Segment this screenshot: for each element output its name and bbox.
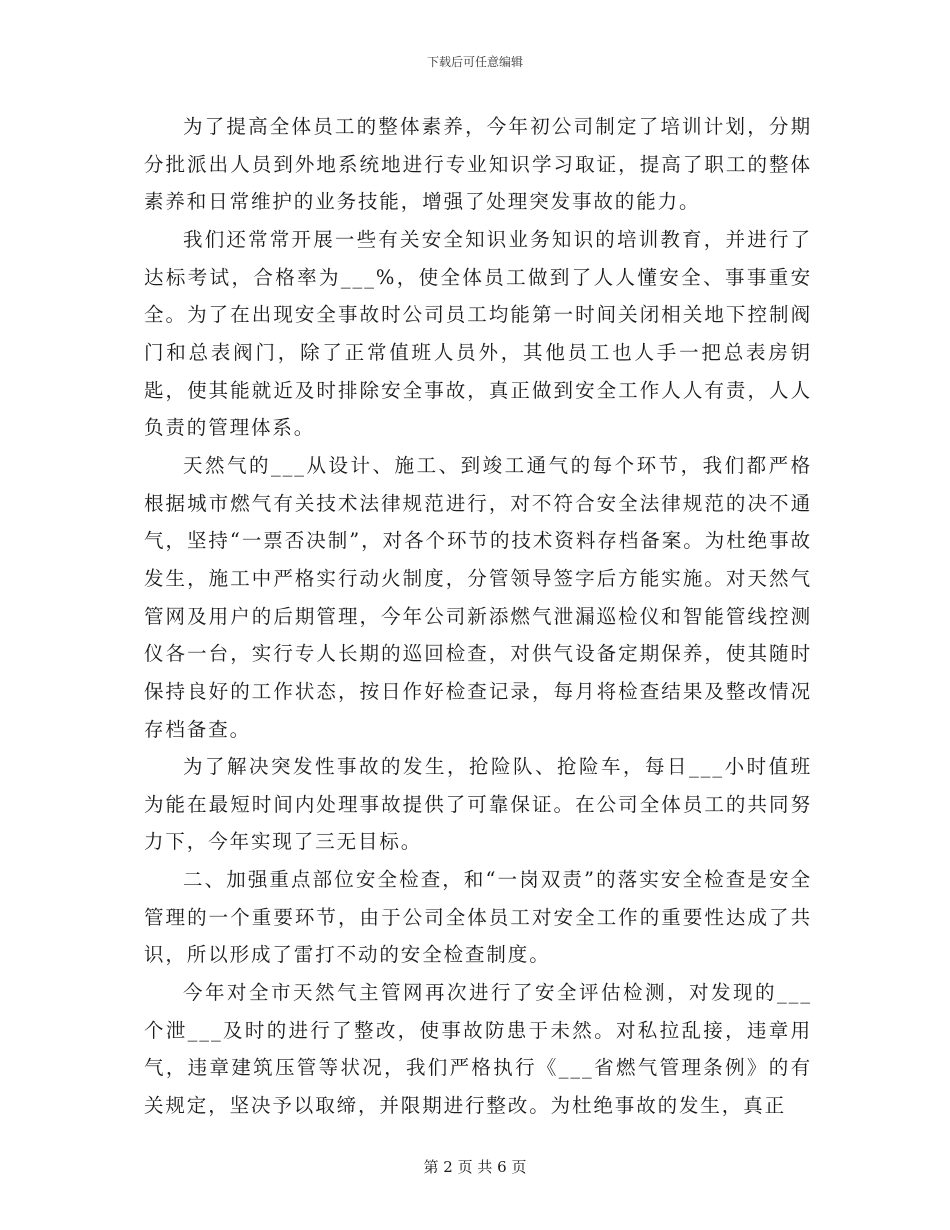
paragraph-gas-construction: 天然气的___从设计、施工、到竣工通气的每个环节，我们都严格根据城市燃气有关技术法律规范进行，对不符合安全法律规范的决不通气，坚持“一票否决制”，对各个环节的技术资料存档备案。为杜绝事故发生，施工中严格实行动火制度，分管领导签字后方能实施。对天然气管网及用户的后期管理，今年公司新添燃气泄漏巡检仪和智能管线控测仪各一台，实行专人长期的巡回检查，对供气设备定期保养，使其随时保持良好的工作状态，按日作好检查记录，每月将检查结果及整改情况存档备查。: [144, 453, 812, 741]
paragraph-safety-education: 我们还常常开展一些有关安全知识业务知识的培训教育，并进行了达标考试，合格率为___%，使全体员工做到了人人懂安全、事事重安全。为了在出现安全事故时公司员工均能第一时间关闭相关地下控制阀门和总表阀门，除了正常值班人员外，其他员工也人手一把总表房钥匙，使其能就近及时排除安全事故，真正做到安全工作人人有责，人人负责的管理体系。: [144, 227, 812, 440]
page-header: 下载后可任意编辑: [426, 55, 523, 69]
page-number: 第 2 页 共 6 页: [423, 1158, 527, 1176]
paragraph-training: 为了提高全体员工的整体素养，今年初公司制定了培训计划，分期分批派出人员到外地系统地进行专业知识学习取证，提高了职工的整体素养和日常维护的业务技能，增强了处理突发事故的能力。: [144, 115, 812, 214]
document-body: [144, 108, 812, 1125]
paragraph-emergency-duty: 为了解决突发性事故的发生，抢险队、抢险车，每日___小时值班为能在最短时间内处理事故提供了可靠保证。在公司全体员工的共同努力下，今年实现了三无目标。: [144, 755, 812, 854]
paragraph-safety-inspection: 二、加强重点部位安全检查，和“一岗双责”的落实安全检查是安全管理的一个重要环节，由于公司全体员工对安全工作的重要性达成了共识，所以形成了雷打不动的安全检查制度。: [144, 868, 812, 967]
paragraph-pipeline-assessment: 今年对全市天然气主管网再次进行了安全评估检测，对发现的___个泄___及时的进行了整改，使事故防患于未然。对私拉乱接，违章用气，违章建筑压管等状况，我们严格执行《___省燃气管理条例》的有关规定，坚决予以取缔，并限期进行整改。为杜绝事故的发生，真正: [144, 981, 812, 1118]
